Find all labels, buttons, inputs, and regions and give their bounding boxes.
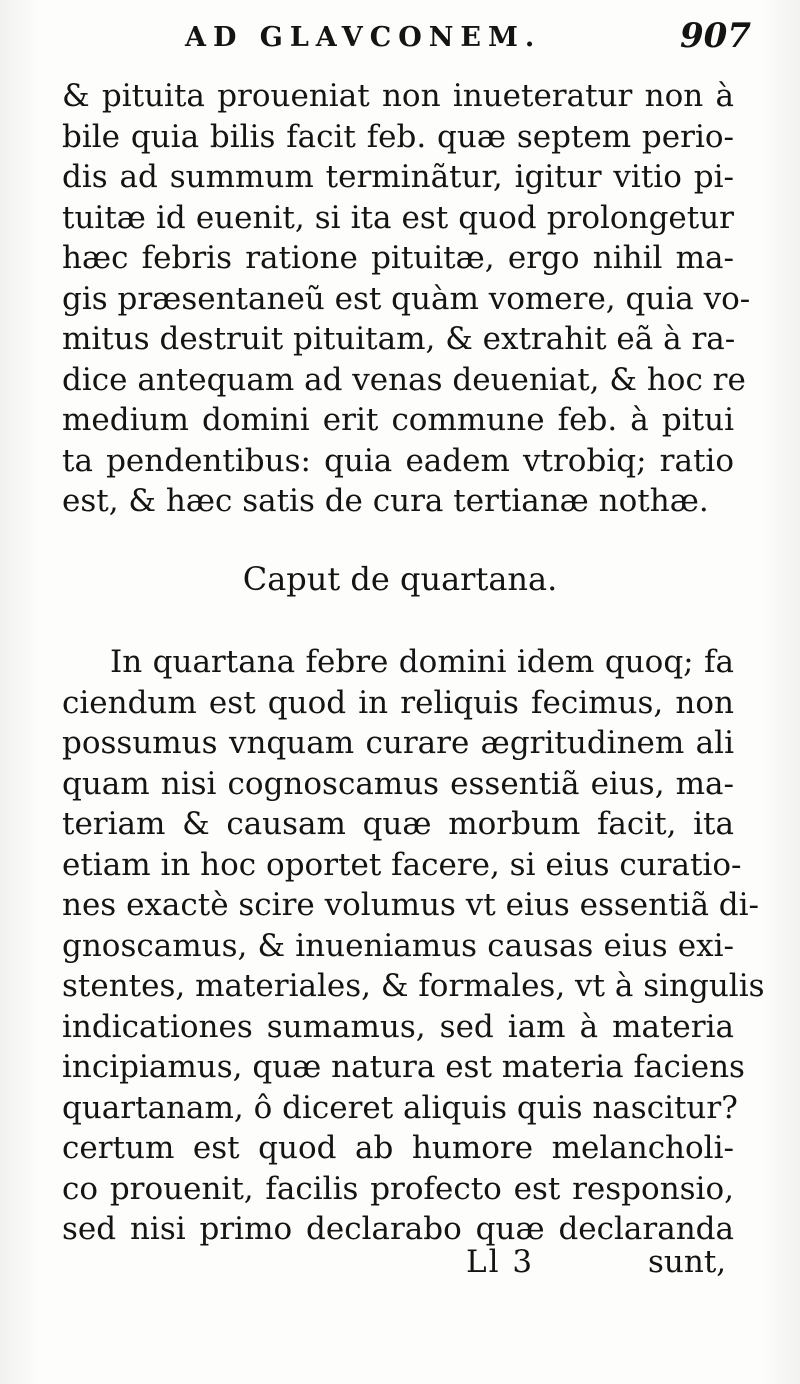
text-line: gnoscamus, & inueniamus causas eius exi-: [62, 927, 734, 964]
text-line: ta pendentibus: quia eadem vtrobiq; ratio: [62, 442, 734, 479]
text-line: dis ad summum terminãtur, igitur vitio pi-: [62, 159, 734, 195]
text-line: quam nisi cognoscamus essentiã eius, ma-: [62, 765, 734, 802]
text-line: certum est quod ab humore melancholi-: [62, 1130, 734, 1166]
text-line: possumus vnquam curare ægritudinem ali: [62, 725, 734, 761]
text-line: sed nisi primo declarabo quæ declaranda: [62, 1211, 734, 1247]
page-number: 907: [680, 16, 751, 56]
text-line: medium domini erit commune feb. à pitui: [62, 402, 734, 438]
text-line: & pituita proueniat non inueteratur non à: [62, 78, 734, 114]
section-heading: Caput de quartana.: [242, 560, 558, 598]
text-line: etiam in hoc oportet facere, si eius curatio-: [62, 846, 742, 883]
running-head: AD GLAVCONEM.: [185, 22, 542, 53]
text-line: bile quia bilis facit feb. quæ septem perio-: [62, 118, 734, 155]
signature-mark: Ll 3: [466, 1244, 535, 1280]
paragraph-2: [62, 642, 765, 1250]
text-line: teriam & causam quæ morbum facit, ita: [62, 806, 734, 842]
text-line: stentes, materiales, & formales, vt à singulis: [62, 968, 765, 1004]
text-line: co prouenit, facilis profecto est responsio,: [62, 1170, 734, 1207]
text-line: tuitæ id euenit, si ita est quod prolongetur: [62, 199, 734, 236]
catchword: sunt,: [648, 1244, 727, 1280]
text-line: quartanam, ô diceret aliquis quis nascitur?: [62, 1089, 738, 1126]
text-line: mitus destruit pituitam, & extrahit eã à ra-: [62, 321, 736, 357]
text-line: incipiamus, quæ natura est materia faciens: [62, 1049, 745, 1085]
text-line: dice antequam ad venas deueniat, & hoc re: [62, 361, 746, 398]
text-line: nes exactè scire volumus vt eius essentiã di-: [62, 887, 760, 923]
text-line: hæc febris ratione pituitæ, ergo nihil ma-: [62, 240, 734, 276]
paragraph-1: [62, 76, 751, 522]
text-line: ciendum est quod in reliquis fecimus, non: [62, 684, 734, 721]
text-line: In quartana febre domini idem quoq; fa: [110, 644, 734, 680]
text-line: indicationes sumamus, sed iam à materia: [62, 1008, 734, 1045]
text-line: est, & hæc satis de cura tertianæ nothæ.: [62, 483, 709, 519]
text-line: gis præsentaneũ est quàm vomere, quia vo-: [62, 280, 751, 317]
